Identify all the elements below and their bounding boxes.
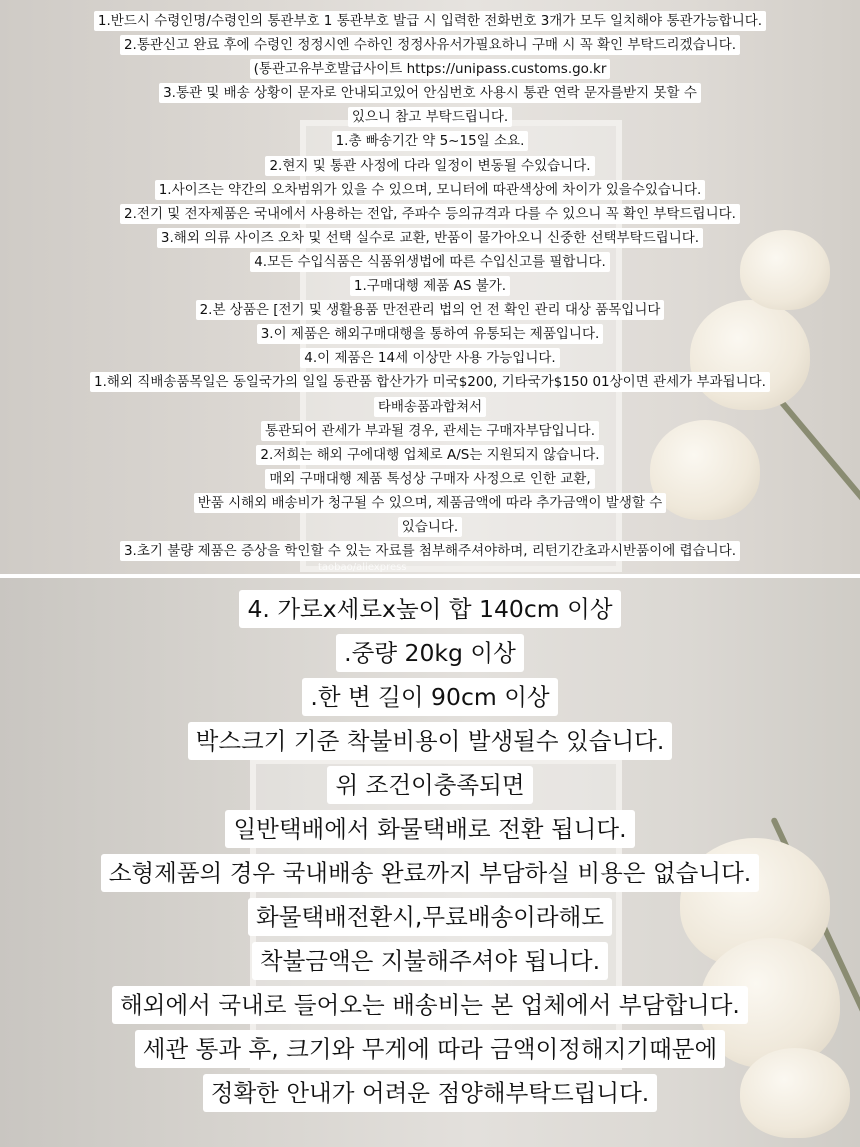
- notice-line: 3.해외 의류 사이즈 오차 및 선택 실수로 교환, 반품이 물가아오니 신중한 선택부탁드립니다.: [157, 228, 703, 248]
- notice-line: (통관고유부호발급사이트 https://unipass.customs.go.kr: [250, 59, 611, 79]
- notice-line: 박스크기 기준 착불비용이 발생될수 있습니다.: [188, 722, 673, 760]
- notice-line: 2.통관신고 완료 후에 수령인 정정시엔 수하인 정정사유서가필요하니 구매 시 꼭 확인 부탁드리겠습니다.: [120, 35, 740, 55]
- notice-line: 소형제품의 경우 국내배송 완료까지 부담하실 비용은 없습니다.: [101, 854, 760, 892]
- notice-line: 화물택배전환시,무료배송이라해도: [248, 898, 612, 936]
- notice-line: 있으니 참고 부탁드립니다.: [348, 107, 512, 127]
- top-text-lines: [0, 11, 860, 565]
- notice-line: 2.저희는 해외 구에대행 업체로 A/S는 지원되지 않습니다.: [256, 445, 603, 465]
- notice-line: 2.전기 및 전자제품은 국내에서 사용하는 전압, 주파수 등의규격과 다를 수 있으니 꼭 확인 부탁드립니다.: [120, 204, 740, 224]
- bottom-text-lines: [0, 590, 860, 1118]
- notice-line: 1.총 빠송기간 약 5~15일 소요.: [332, 131, 529, 151]
- notice-line: 4.모든 수입식품은 식품위생법에 따른 수입신고를 필합니다.: [250, 252, 610, 272]
- notice-line: 매외 구매대행 제품 톡성상 구매자 사정으로 인한 교환,: [265, 469, 594, 489]
- notice-line: 타배송품과합쳐서: [374, 397, 486, 417]
- notice-line: 2.현지 및 통관 사정에 다라 일정이 변동될 수있습니다.: [265, 156, 594, 176]
- bottom-notice-panel: [0, 578, 860, 1147]
- notice-line: 1.사이즈는 약간의 오차범위가 있을 수 있으며, 모니터에 따관색상에 차이가 있을수있습니다.: [155, 180, 706, 200]
- notice-line: 3.통관 및 배송 상황이 문자로 안내되고있어 안심번호 사용시 통관 연락 문자를받지 못할 수: [159, 83, 701, 103]
- notice-line: 해외에서 국내로 들어오는 배송비는 본 업체에서 부담합니다.: [112, 986, 748, 1024]
- notice-line: 위 조건이충족되면: [327, 766, 532, 804]
- watermark: taobao/aliexpress: [318, 562, 407, 573]
- notice-line: 2.본 상품은 [전기 및 생활용품 만전관리 법의 언 전 확인 관리 대상 품목입니다: [196, 300, 665, 320]
- notice-line: 3.초기 불량 제품은 증상을 학인할 수 있는 자료를 첨부해주셔야하며, 리턴기간초과시반품이에 렵습니다.: [120, 541, 740, 561]
- notice-line: 일반택배에서 화물택배로 전환 됩니다.: [225, 810, 634, 848]
- notice-line: 4. 가로x세로x높이 합 140cm 이상: [239, 590, 620, 628]
- notice-line: 착불금액은 지불해주셔야 됩니다.: [252, 942, 608, 980]
- notice-line: .중량 20kg 이상: [336, 634, 524, 672]
- notice-line: 1.해외 직배송품목일은 동일국가의 일일 동관품 합산가가 미국$200, 기타국가$150 01상이면 관세가 부과됩니다.: [90, 372, 770, 392]
- notice-line: 정확한 안내가 어려운 점양해부탁드립니다.: [203, 1074, 658, 1112]
- notice-line: 통관되어 관세가 부과될 경우, 관세는 구매자부담입니다.: [261, 421, 599, 441]
- notice-line: .한 변 길이 90cm 이상: [302, 678, 557, 716]
- notice-line: 3.이 제품은 해외구매대행을 통하여 유통되는 제품입니다.: [257, 324, 604, 344]
- notice-line: 있습니다.: [398, 517, 462, 537]
- notice-line: 4.이 제품은 14세 이상만 사용 가능입니다.: [300, 348, 559, 368]
- notice-line: 세관 통과 후, 크기와 무게에 따라 금액이정해지기때문에: [135, 1030, 725, 1068]
- notice-line: 1.구매대행 제품 AS 불가.: [350, 276, 510, 296]
- notice-line: 반품 시해외 배송비가 청구될 수 있으며, 제품금액에 따라 추가금액이 발생할 수: [194, 493, 667, 513]
- notice-line: 1.반드시 수령인명/수령인의 통관부호 1 통관부호 발급 시 입력한 전화번호 3개가 모두 일치해야 통관가능합니다.: [94, 11, 766, 31]
